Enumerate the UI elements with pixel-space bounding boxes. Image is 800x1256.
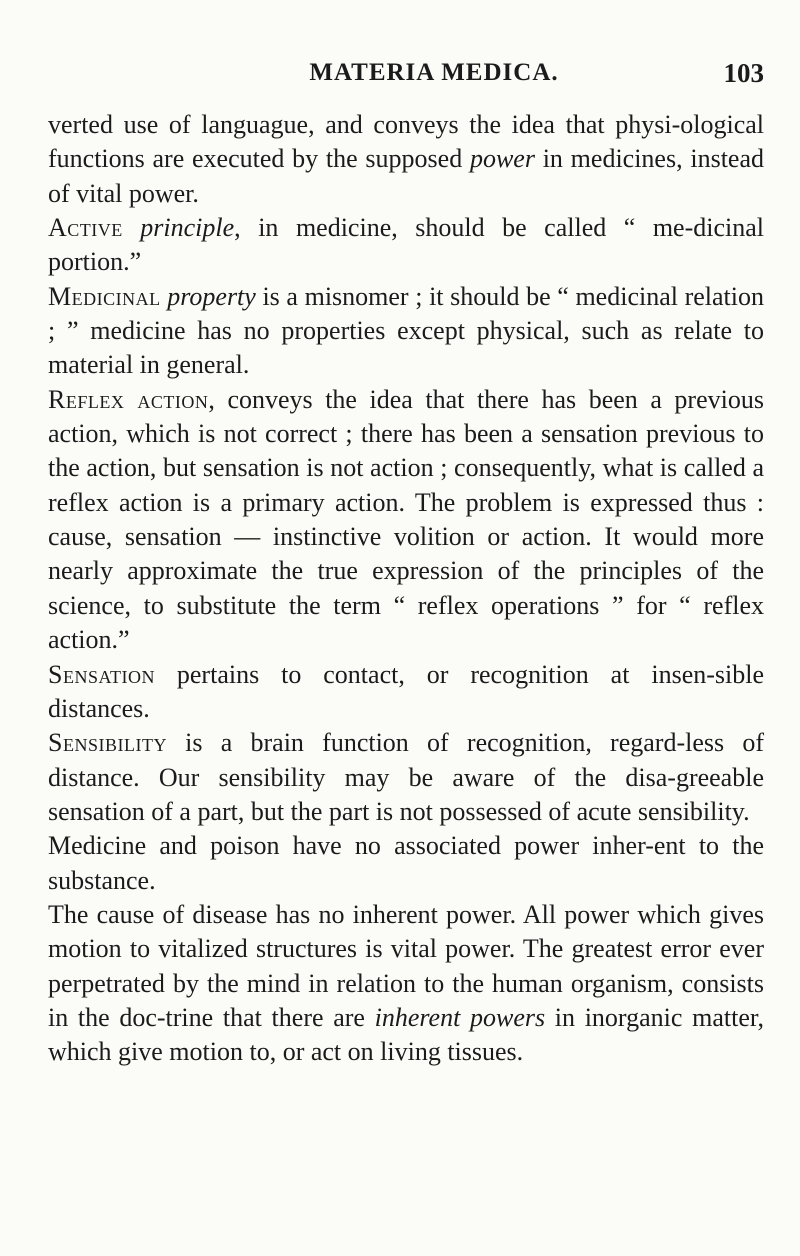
emphasis-text: principle <box>140 213 235 243</box>
text-run <box>123 213 141 242</box>
paragraph-active-principle <box>48 211 764 280</box>
paragraph-medicine-and-poison <box>48 829 764 898</box>
entry-term: Reflex action <box>48 384 209 414</box>
text-run: The cause of disease has no inherent power. All power which gives motion to vitalized structures is vital power. The greatest error ever perpetrated by the mind in relation to the human organism, consists in the doc-trine that there are <box>48 899 764 1032</box>
emphasis-text: inherent powers <box>374 1002 546 1032</box>
running-head-title: MATERIA MEDICA. <box>309 59 559 86</box>
text-run: in inorganic matter, which give motion to, or act on living tissues. <box>48 1002 764 1067</box>
paragraph <box>48 108 764 211</box>
text-run: is a brain function of recognition, regard-less of distance. Our sensibility may be aware of the disa-greeable sensation of a part, but the part is not possessed of acute sensibility. <box>48 728 764 826</box>
text-run: in medicines, instead of vital power. <box>48 144 764 208</box>
entry-term: Sensibility <box>48 728 167 758</box>
paragraph-medicinal-property <box>48 280 764 383</box>
emphasis-text: power <box>469 144 535 174</box>
page-number: 103 <box>723 58 764 88</box>
text-run: Medicine and poison have no associated power inher-ent to the substance. <box>48 831 764 895</box>
entry-term: Active <box>48 213 123 243</box>
paragraph-cause-of-disease <box>48 898 764 1070</box>
text-run: is a misnomer ; it should be “ medicinal relation ; ” medicine has no properties except physical, such as relate to material in general. <box>48 281 765 380</box>
paragraph-sensibility <box>48 726 764 829</box>
entry-term: Medicinal <box>48 281 161 311</box>
body-text <box>48 108 764 1070</box>
text-run: , in medicine, should be called “ me-dicinal portion.” <box>48 213 764 277</box>
text-run: , conveys the idea that there has been a previous action, which is not correct ; there has been a sensation previous to the action, but sensation is not action ; consequently, what is called a reflex action is a primary action. The problem is expressed thus : cause, sensation — instinctive volition or action. It would more nearly approximate the true expression of the principles of the science, to substitute the term “ reflex operations ” for “ reflex action.” <box>48 384 764 655</box>
book-page <box>48 48 764 1070</box>
paragraph-reflex-action <box>48 383 764 658</box>
text-run: verted use of languague, and conveys the idea that physi-ological functions are executed by the supposed <box>48 110 764 174</box>
entry-term: Sensation <box>48 659 155 689</box>
text-run: pertains to contact, or recognition at insen-sible distances. <box>48 659 764 723</box>
running-head <box>48 48 764 98</box>
emphasis-text: property <box>167 281 256 311</box>
paragraph-sensation <box>48 658 764 727</box>
